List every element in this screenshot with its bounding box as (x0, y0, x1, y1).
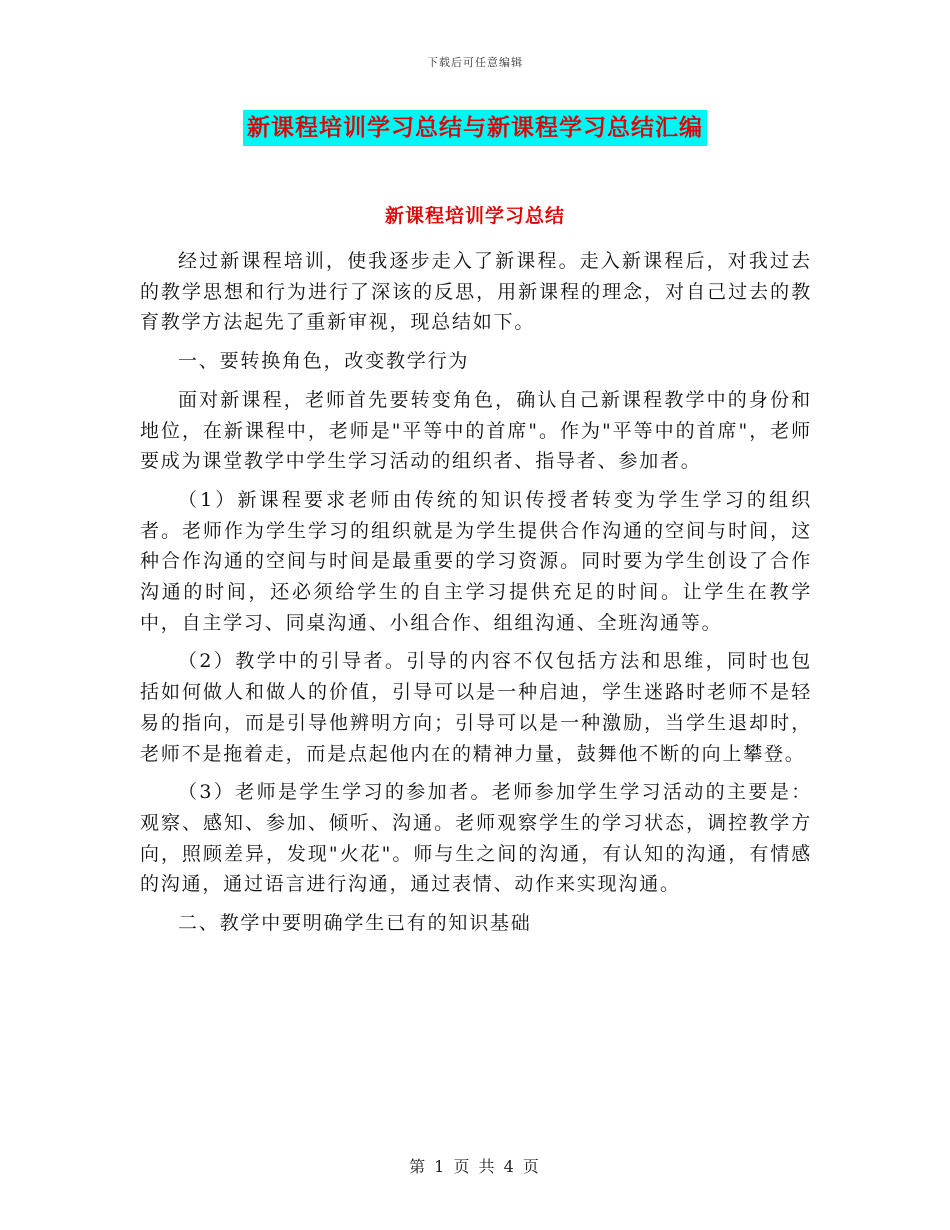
paragraph-intro: 经过新课程培训，使我逐步走入了新课程。走入新课程后，对我过去的教学思想和行为进行了深该的反思，用新课程的理念，对自己过去的教育教学方法起先了重新审视，现总结如下。 (140, 250, 812, 334)
paragraph-organizer: （1）新课程要求老师由传统的知识传授者转变为学生学习的组织者。老师作为学生学习的组织就是为学生提供合作沟通的空间与时间，这种合作沟通的空间与时间是最重要的学习资源。同时要为学生创设了合作沟通的时间，还必须给学生的自主学习提供充足的时间。让学生在教学中，自主学习、同桌沟通、小组合作、组组沟通、全班沟通等。 (140, 488, 812, 634)
document-title-text: 新课程培训学习总结与新课程学习总结汇编 (243, 110, 707, 146)
page-header-note: 下载后可任意编辑 (427, 56, 523, 69)
heading-one: 一、要转换角色，改变教学行为 (178, 350, 470, 373)
document-title (0, 110, 950, 146)
paragraph-participant: （3）老师是学生学习的参加者。老师参加学生学习活动的主要是：观察、感知、参加、倾听、沟通。老师观察学生的学习状态，调控教学方向，照顾差异，发现"火花"。师与生之间的沟通，有认知的沟通，有情感的沟通，通过语言进行沟通，通过表情、动作来实现沟通。 (140, 781, 812, 896)
heading-two: 二、教学中要明确学生已有的知识基础 (178, 912, 532, 935)
paragraph-guide: （2）教学中的引导者。引导的内容不仅包括方法和思维，同时也包括如何做人和做人的价值，引导可以是一种启迪，学生迷路时老师不是轻易的指向，而是引导他辨明方向；引导可以是一种激励，当学生退却时，老师不是拖着走，而是点起他内在的精神力量，鼓舞他不断的向上攀登。 (140, 650, 812, 765)
document-body (140, 246, 812, 947)
paragraph-role: 面对新课程，老师首先要转变角色，确认自己新课程教学中的身份和地位，在新课程中，老师是"平等中的首席"。作为"平等中的首席"，老师要成为课堂教学中学生学习活动的组织者、指导者、参加者。 (140, 388, 812, 473)
section-title: 新课程培训学习总结 (384, 205, 565, 227)
page-number: 第 1 页 共 4 页 (409, 1157, 541, 1176)
